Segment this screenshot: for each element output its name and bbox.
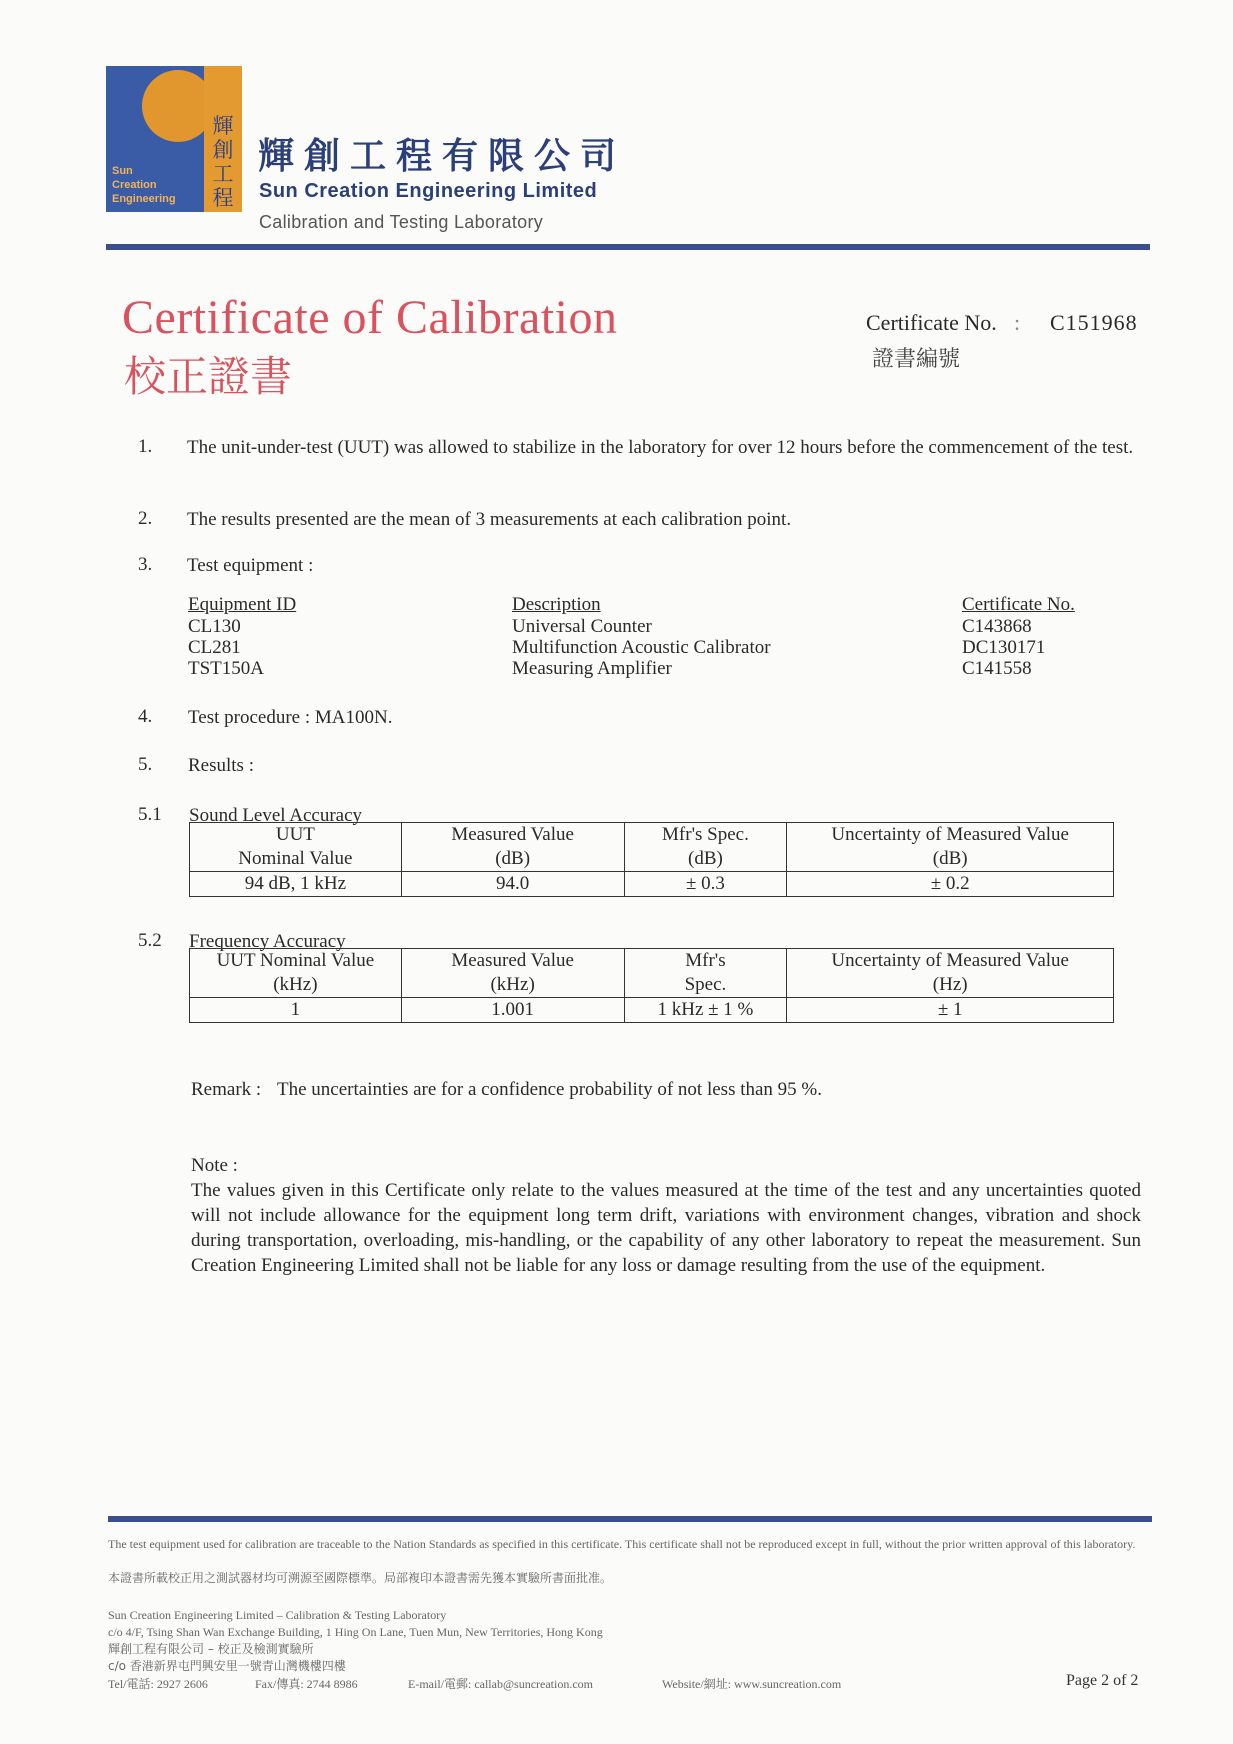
company-logo bbox=[106, 66, 242, 212]
item-4-number: 4. bbox=[138, 706, 153, 727]
equipment-certificate-cell: C141558 bbox=[962, 658, 1032, 679]
website: Website/網址: www.suncreation.com bbox=[662, 1677, 842, 1691]
table-header-row bbox=[190, 949, 1114, 998]
footer-divider bbox=[108, 1516, 1152, 1522]
fax: Fax/傳真: 2744 8986 bbox=[255, 1677, 358, 1691]
lab-address-line-1: Sun Creation Engineering Limited – Calibration & Testing Laboratory bbox=[108, 1608, 447, 1622]
uut-nominal-header: UUT Nominal Value (kHz) bbox=[190, 949, 402, 998]
logo-english-text: Sun Creation Engineering bbox=[112, 165, 176, 205]
email: E-mail/電郵: callab@suncreation.com bbox=[408, 1677, 593, 1691]
uncertainty-value: ± 1 bbox=[787, 998, 1114, 1023]
table-row bbox=[190, 872, 1114, 897]
item-5-text: Results : bbox=[188, 755, 254, 776]
mfr-spec-header: Mfr's Spec. (dB) bbox=[624, 823, 787, 872]
frequency-accuracy-title: Frequency Accuracy bbox=[189, 931, 346, 952]
telephone: Tel/電話: 2927 2606 bbox=[108, 1677, 208, 1691]
equipment-description-header: Description bbox=[512, 594, 601, 615]
certificate-number-value: C151968 bbox=[1050, 310, 1138, 335]
section-5-1-number: 5.1 bbox=[138, 804, 162, 825]
item-2-number: 2. bbox=[138, 508, 153, 529]
remark-label: Remark : bbox=[191, 1079, 262, 1100]
frequency-accuracy-table bbox=[189, 948, 1114, 1023]
equipment-id-header: Equipment ID bbox=[188, 594, 297, 615]
measured-value-header: Measured Value (dB) bbox=[401, 823, 624, 872]
equipment-description-cell: Measuring Amplifier bbox=[512, 658, 672, 679]
logo-chinese-text: 輝 創 工 程 bbox=[212, 114, 234, 210]
traceability-statement-chinese: 本證書所載校正用之測試器材均可溯源至國際標準。局部複印本證書需先獲本實驗所書面批准。 bbox=[108, 1571, 613, 1585]
item-4-text: Test procedure : MA100N. bbox=[188, 707, 393, 728]
uncertainty-header: Uncertainty of Measured Value (dB) bbox=[787, 823, 1114, 872]
item-3-text: Test equipment : bbox=[187, 555, 314, 576]
equipment-id-cell: CL130 bbox=[188, 616, 241, 637]
note-text: The values given in this Certificate only relate to the values measured at the time of the test and any uncertainties quoted will not include allowance for the equipment long term drift, variations with environment changes, vibration and shock during transportation, overloading, mis-handling, or the capability of any other laboratory to repeat the measurement. Sun Creation Engineering Limited shall not be liable for any loss or damage resulting from the use of the equipment. bbox=[191, 1180, 1141, 1276]
uncertainty-value: ± 0.2 bbox=[787, 872, 1114, 897]
equipment-certificate-cell: C143868 bbox=[962, 616, 1032, 637]
measured-value-header: Measured Value (kHz) bbox=[401, 949, 624, 998]
sound-level-accuracy-table bbox=[189, 822, 1114, 897]
mfr-spec-header: Mfr's Spec. bbox=[624, 949, 787, 998]
note-label: Note : bbox=[191, 1155, 238, 1176]
header-divider bbox=[106, 244, 1150, 250]
certificate-number-label: Certificate No. bbox=[866, 310, 997, 335]
measured-value: 1.001 bbox=[401, 998, 624, 1023]
certificate-title: Certificate of Calibration bbox=[122, 291, 618, 344]
company-name-english: Sun Creation Engineering Limited bbox=[259, 180, 598, 202]
item-1-number: 1. bbox=[138, 436, 153, 457]
certificate-number-label-chinese: 證書編號 bbox=[872, 347, 961, 372]
sound-level-accuracy-title: Sound Level Accuracy bbox=[189, 805, 363, 826]
equipment-certificate-cell: DC130171 bbox=[962, 637, 1046, 658]
item-3-number: 3. bbox=[138, 554, 153, 575]
item-2-text: The results presented are the mean of 3 measurements at each calibration point. bbox=[187, 509, 792, 530]
lab-name: Calibration and Testing Laboratory bbox=[259, 212, 544, 232]
uut-nominal-header: UUT Nominal Value bbox=[190, 823, 402, 872]
section-5-2-number: 5.2 bbox=[138, 930, 162, 951]
table-header-row bbox=[190, 823, 1114, 872]
lab-address-line-2: c/o 4/F, Tsing Shan Wan Exchange Building, 1 Hing On Lane, Tuen Mun, New Territories, Hong Kong bbox=[108, 1625, 603, 1639]
company-name-chinese: 輝創工程有限公司 bbox=[258, 136, 627, 177]
traceability-statement: The test equipment used for calibration are traceable to the Nation Standards as specified in this certificate. This certificate shall not be reproduced except in full, without the prior written approval of this laboratory. bbox=[108, 1537, 1136, 1551]
page-number: Page 2 of 2 bbox=[1066, 1672, 1139, 1689]
measured-value: 94.0 bbox=[401, 872, 624, 897]
uut-nominal-value: 1 bbox=[190, 998, 402, 1023]
equipment-description-cell: Multifunction Acoustic Calibrator bbox=[512, 637, 771, 658]
uut-nominal-value: 94 dB, 1 kHz bbox=[190, 872, 402, 897]
lab-address-line-4: c/o 香港新界屯門興安里一號青山灣機樓四樓 bbox=[108, 1659, 346, 1673]
certificate-title-chinese: 校正證書 bbox=[124, 352, 293, 401]
item-1-text: The unit-under-test (UUT) was allowed to stabilize in the laboratory for over 12 hours before the commencement of the test. bbox=[187, 437, 1134, 458]
equipment-id-cell: CL281 bbox=[188, 637, 241, 658]
equipment-description-cell: Universal Counter bbox=[512, 616, 652, 637]
equipment-certificate-header: Certificate No. bbox=[962, 594, 1075, 615]
mfr-spec-value: ± 0.3 bbox=[624, 872, 787, 897]
uncertainty-header: Uncertainty of Measured Value (Hz) bbox=[787, 949, 1114, 998]
item-5-number: 5. bbox=[138, 754, 153, 775]
remark-text: The uncertainties are for a confidence probability of not less than 95 %. bbox=[277, 1079, 822, 1100]
mfr-spec-value: 1 kHz ± 1 % bbox=[624, 998, 787, 1023]
equipment-id-cell: TST150A bbox=[188, 658, 264, 679]
certificate-number-colon: : bbox=[1014, 310, 1021, 335]
table-row bbox=[190, 998, 1114, 1023]
lab-address-line-3: 輝創工程有限公司 – 校正及檢測實驗所 bbox=[108, 1642, 314, 1656]
